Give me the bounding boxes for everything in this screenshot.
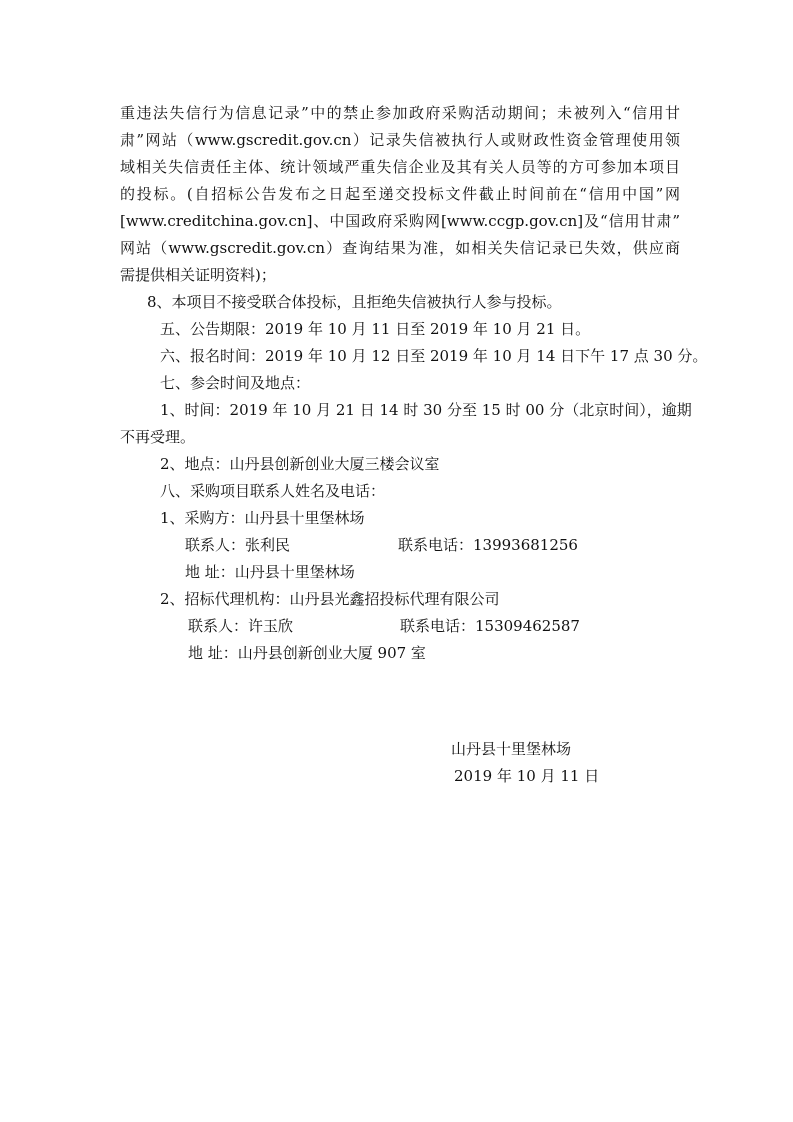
purchaser-label: 1、采购方：山丹县十里堡林场 — [160, 509, 365, 527]
paragraph-line-7: 需提供相关证明资料)； — [120, 266, 276, 284]
signature-org: 山丹县十里堡林场 — [451, 740, 572, 758]
meeting-time-line-2: 不再受理。 — [120, 428, 196, 446]
purchaser-phone: 联系电话：13993681256 — [398, 536, 578, 554]
agency-address: 地 址：山丹县创新创业大厦 907 室 — [188, 644, 426, 662]
paragraph-line-4: 的投标。(自招标公告发布之日起至递交投标文件截止时间前在“信用中国”网 — [120, 185, 680, 203]
paragraph-line-5: [www.creditchina.gov.cn]、中国政府采购网[www.ccgp.gov.cn]及“信用甘肃” — [120, 212, 680, 230]
paragraph-line-1: 重违法失信行为信息记录”中的禁止参加政府采购活动期间；未被列入“信用甘 — [120, 104, 680, 122]
meeting-location: 2、地点：山丹县创新创业大厦三楼会议室 — [160, 455, 440, 473]
agency-contact: 联系人：许玉欣 — [188, 617, 294, 635]
paragraph-line-6: 网站（www.gscredit.gov.cn）查询结果为准，如相关失信记录已失效，供应商 — [120, 239, 680, 257]
section-8-heading: 八、采购项目联系人姓名及电话： — [160, 482, 386, 500]
agency-label: 2、招标代理机构：山丹县光鑫招投标代理有限公司 — [160, 590, 500, 608]
section-6-registration-time: 六、报名时间：2019 年 10 月 12 日至 2019 年 10 月 14 日下午 17 点 30 分。 — [160, 347, 708, 365]
paragraph-line-3: 域相关失信责任主体、统计领域严重失信企业及其有关人员等的方可参加本项目 — [120, 158, 680, 176]
meeting-time-line-1: 1、时间：2019 年 10 月 21 日 14 时 30 分至 15 时 00 分（北京时间），逾期 — [160, 401, 692, 419]
purchaser-address: 地 址：山丹县十里堡林场 — [185, 563, 355, 581]
purchaser-contact: 联系人：张利民 — [185, 536, 291, 554]
section-5-announcement-period: 五、公告期限：2019 年 10 月 11 日至 2019 年 10 月 21 日。 — [160, 320, 591, 338]
item-8: 8、本项目不接受联合体投标，且拒绝失信被执行人参与投标。 — [147, 293, 562, 311]
signature-date: 2019 年 10 月 11 日 — [454, 767, 600, 785]
paragraph-line-2: 肃”网站（www.gscredit.gov.cn）记录失信被执行人或财政性资金管理使用领 — [120, 131, 680, 149]
agency-phone: 联系电话：15309462587 — [400, 617, 580, 635]
section-7-heading: 七、参会时间及地点： — [160, 374, 311, 392]
